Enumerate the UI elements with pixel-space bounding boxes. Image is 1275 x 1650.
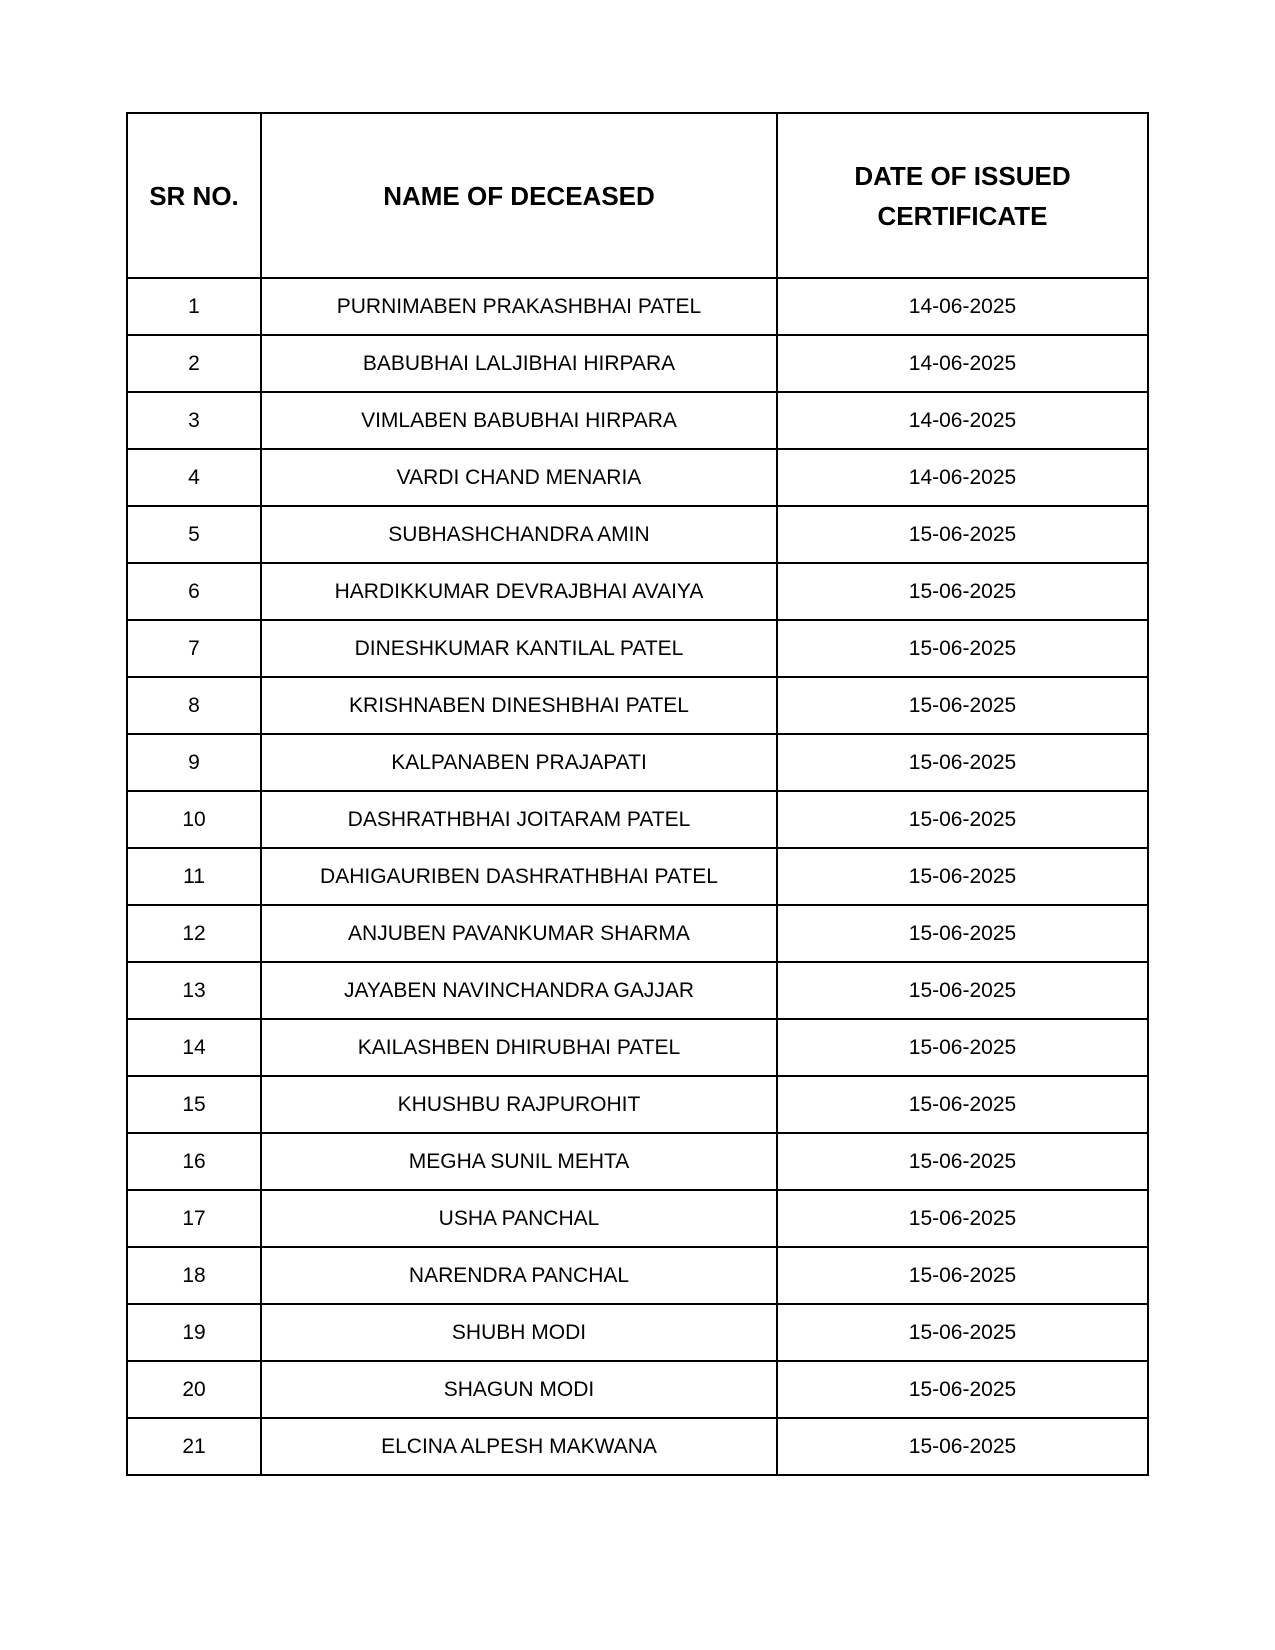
cell-date: 14-06-2025	[777, 449, 1148, 506]
cell-name: BABUBHAI LALJIBHAI HIRPARA	[261, 335, 777, 392]
cell-name: VIMLABEN BABUBHAI HIRPARA	[261, 392, 777, 449]
table-row	[127, 1418, 1148, 1475]
header-sr-no: SR NO.	[127, 113, 261, 278]
cell-name: DINESHKUMAR KANTILAL PATEL	[261, 620, 777, 677]
table-row	[127, 1019, 1148, 1076]
cell-sr-no: 12	[127, 905, 261, 962]
header-date-line-2: CERTIFICATE	[877, 200, 1048, 231]
table-row	[127, 449, 1148, 506]
cell-name: SUBHASHCHANDRA AMIN	[261, 506, 777, 563]
table-row	[127, 506, 1148, 563]
cell-date: 15-06-2025	[777, 1133, 1148, 1190]
cell-sr-no: 13	[127, 962, 261, 1019]
cell-sr-no: 19	[127, 1304, 261, 1361]
cell-sr-no: 15	[127, 1076, 261, 1133]
cell-sr-no: 10	[127, 791, 261, 848]
cell-name: PURNIMABEN PRAKASHBHAI PATEL	[261, 278, 777, 335]
table-row	[127, 962, 1148, 1019]
cell-date: 15-06-2025	[777, 506, 1148, 563]
cell-date: 15-06-2025	[777, 1304, 1148, 1361]
cell-sr-no: 20	[127, 1361, 261, 1418]
cell-name: ELCINA ALPESH MAKWANA	[261, 1418, 777, 1475]
cell-name: NARENDRA PANCHAL	[261, 1247, 777, 1304]
cell-date: 15-06-2025	[777, 734, 1148, 791]
cell-sr-no: 8	[127, 677, 261, 734]
header-date-of-issued-certificate	[777, 113, 1148, 278]
cell-name: MEGHA SUNIL MEHTA	[261, 1133, 777, 1190]
cell-date: 14-06-2025	[777, 335, 1148, 392]
cell-date: 15-06-2025	[777, 1019, 1148, 1076]
header-name-of-deceased: NAME OF DECEASED	[261, 113, 777, 278]
cell-date: 15-06-2025	[777, 1418, 1148, 1475]
cell-date: 15-06-2025	[777, 677, 1148, 734]
table-row	[127, 278, 1148, 335]
cell-name: HARDIKKUMAR DEVRAJBHAI AVAIYA	[261, 563, 777, 620]
cell-sr-no: 14	[127, 1019, 261, 1076]
table-body	[127, 278, 1148, 1475]
cell-name: KAILASHBEN DHIRUBHAI PATEL	[261, 1019, 777, 1076]
death-certificate-table	[126, 112, 1149, 1476]
cell-sr-no: 5	[127, 506, 261, 563]
cell-sr-no: 1	[127, 278, 261, 335]
cell-sr-no: 2	[127, 335, 261, 392]
cell-sr-no: 16	[127, 1133, 261, 1190]
cell-date: 15-06-2025	[777, 563, 1148, 620]
cell-date: 15-06-2025	[777, 791, 1148, 848]
table-row	[127, 335, 1148, 392]
cell-sr-no: 3	[127, 392, 261, 449]
table-row	[127, 677, 1148, 734]
cell-date: 14-06-2025	[777, 278, 1148, 335]
table-row	[127, 848, 1148, 905]
cell-date: 15-06-2025	[777, 905, 1148, 962]
cell-date: 15-06-2025	[777, 848, 1148, 905]
table-row	[127, 791, 1148, 848]
cell-date: 14-06-2025	[777, 392, 1148, 449]
cell-sr-no: 21	[127, 1418, 261, 1475]
table-row	[127, 620, 1148, 677]
cell-sr-no: 6	[127, 563, 261, 620]
cell-sr-no: 7	[127, 620, 261, 677]
cell-name: JAYABEN NAVINCHANDRA GAJJAR	[261, 962, 777, 1019]
cell-sr-no: 17	[127, 1190, 261, 1247]
cell-name: SHUBH MODI	[261, 1304, 777, 1361]
table-row	[127, 1304, 1148, 1361]
cell-date: 15-06-2025	[777, 1361, 1148, 1418]
cell-name: VARDI CHAND MENARIA	[261, 449, 777, 506]
cell-name: DAHIGAURIBEN DASHRATHBHAI PATEL	[261, 848, 777, 905]
table-row	[127, 905, 1148, 962]
cell-sr-no: 11	[127, 848, 261, 905]
table-row	[127, 1076, 1148, 1133]
table-row	[127, 392, 1148, 449]
cell-name: KALPANABEN PRAJAPATI	[261, 734, 777, 791]
cell-date: 15-06-2025	[777, 1076, 1148, 1133]
table-row	[127, 1190, 1148, 1247]
cell-date: 15-06-2025	[777, 1247, 1148, 1304]
table-row	[127, 1361, 1148, 1418]
header-row	[127, 113, 1148, 278]
cell-sr-no: 4	[127, 449, 261, 506]
table-row	[127, 563, 1148, 620]
cell-name: DASHRATHBHAI JOITARAM PATEL	[261, 791, 777, 848]
cell-name: KRISHNABEN DINESHBHAI PATEL	[261, 677, 777, 734]
cell-name: USHA PANCHAL	[261, 1190, 777, 1247]
cell-name: SHAGUN MODI	[261, 1361, 777, 1418]
cell-name: KHUSHBU RAJPUROHIT	[261, 1076, 777, 1133]
table-row	[127, 1133, 1148, 1190]
table-header	[127, 113, 1148, 278]
table-row	[127, 734, 1148, 791]
header-date-line-1: DATE OF ISSUED	[854, 160, 1071, 191]
cell-date: 15-06-2025	[777, 620, 1148, 677]
cell-date: 15-06-2025	[777, 1190, 1148, 1247]
table-row	[127, 1247, 1148, 1304]
cell-sr-no: 18	[127, 1247, 261, 1304]
cell-name: ANJUBEN PAVANKUMAR SHARMA	[261, 905, 777, 962]
cell-sr-no: 9	[127, 734, 261, 791]
cell-date: 15-06-2025	[777, 962, 1148, 1019]
